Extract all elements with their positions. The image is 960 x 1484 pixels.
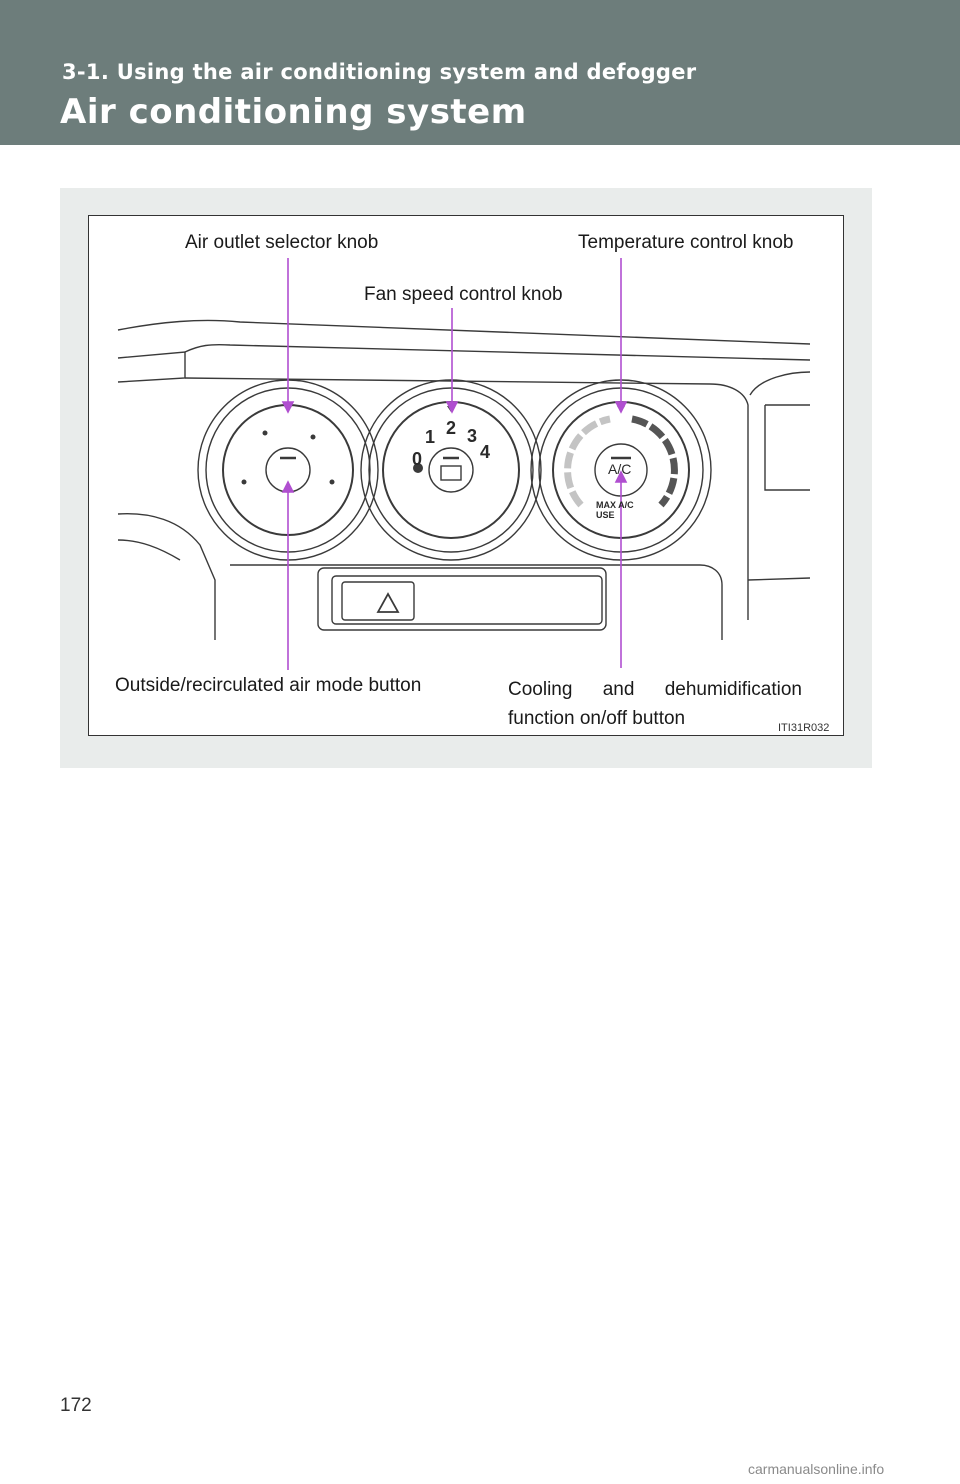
fan-speed-4: 4: [480, 442, 491, 462]
label-fan-speed-control: Fan speed control knob: [364, 284, 563, 305]
label-cooling-dehumidification: [508, 675, 802, 733]
page-number: 172: [60, 1395, 92, 1416]
page-title: Air conditioning system: [60, 92, 527, 132]
watermark: carmanualsonline.info: [748, 1461, 885, 1477]
figure-id: ITI31R032: [778, 722, 830, 734]
fan-speed-2: 2: [446, 418, 457, 438]
label-air-outlet-selector: Air outlet selector knob: [185, 232, 379, 253]
label-cooling-line1: Cooling and dehumidification: [508, 679, 802, 700]
max-ac-text: MAX A/C: [596, 500, 634, 510]
section-label: 3-1. Using the air conditioning system and defogger: [62, 60, 697, 84]
ac-button-text: A/C: [608, 461, 632, 477]
use-text: USE: [596, 510, 615, 520]
label-cooling-line2: function on/off button: [508, 708, 686, 729]
fan-speed-0: 0: [412, 449, 423, 469]
label-temperature-control: Temperature control knob: [578, 232, 794, 253]
fan-speed-3: 3: [467, 426, 478, 446]
fan-speed-1: 1: [425, 427, 436, 447]
label-outside-recirculated: Outside/recirculated air mode button: [115, 675, 422, 696]
